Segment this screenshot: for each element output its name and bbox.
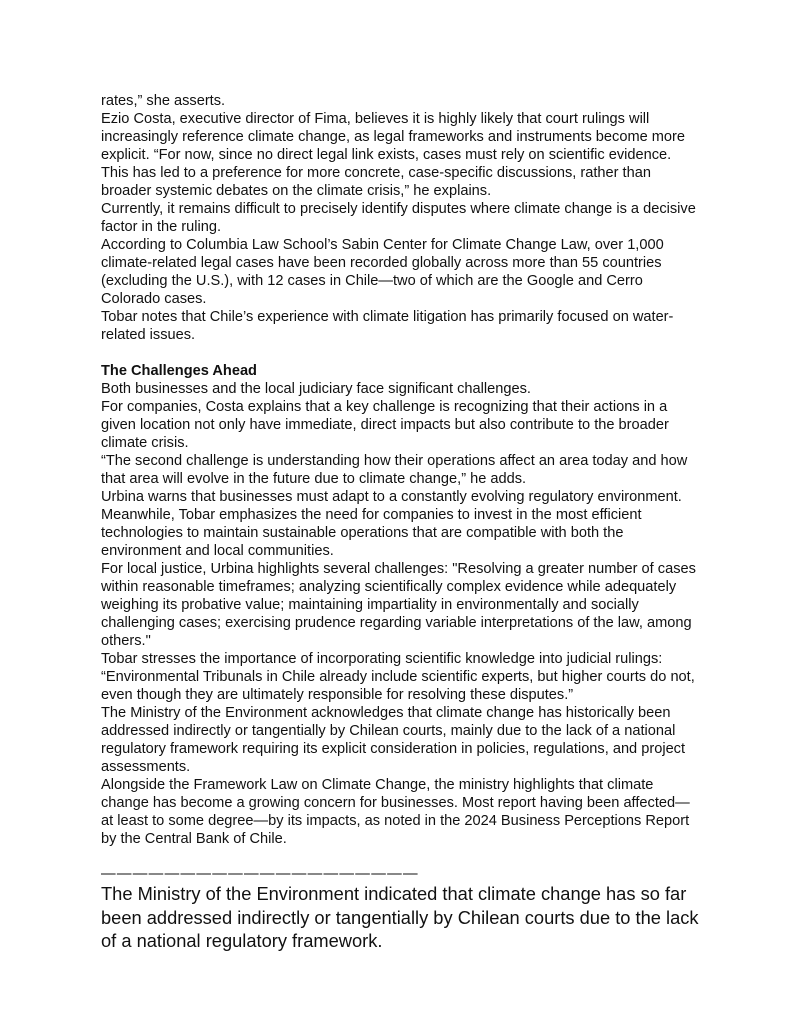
section-heading: The Challenges Ahead xyxy=(101,363,257,379)
paragraph: Tobar notes that Chile’s experience with climate litigation has primarily focused on water-related issues. xyxy=(101,309,674,343)
paragraph: Ezio Costa, executive director of Fima, believes it is highly likely that court rulings will increasingly reference climate change, as legal frameworks and instruments become more explicit. “For now, since no direct legal link exists, cases must rely on scientific evidence. This has led to a preference for more concrete, case-specific discussions, rather than broader systemic debates on the climate crisis,” he explains. xyxy=(101,111,686,199)
paragraph: Both businesses and the local judiciary face significant challenges. xyxy=(101,381,531,397)
paragraph: Urbina warns that businesses must adapt to a constantly evolving regulatory environment. Meanwhile, Tobar emphasizes the need for companies to invest in the most efficient technologies to maintain sustainable operations that are compatible with both the environment and local communities. xyxy=(101,489,682,559)
paragraph: The Ministry of the Environment acknowledges that climate change has historically been addressed indirectly or tangentially by Chilean courts, mainly due to the lack of a national regulatory framework requiring its explicit consideration in policies, regulations, and project assessments. xyxy=(101,705,686,775)
pull-quote: The Ministry of the Environment indicated that climate change has so far been addressed indirectly or tangentially by Chilean courts due to the lack of a national regulatory framework. xyxy=(101,883,699,951)
paragraph: Currently, it remains difficult to precisely identify disputes where climate change is a decisive factor in the ruling. xyxy=(101,201,696,235)
article-page xyxy=(101,92,701,953)
paragraph: Tobar stresses the importance of incorporating scientific knowledge into judicial rulings: “Environmental Tribunals in Chile already include scientific experts, but higher courts do not, even though they are ultimately responsible for resolving these disputes.” xyxy=(101,651,695,703)
paragraph: According to Columbia Law School’s Sabin Center for Climate Change Law, over 1,000 climate-related legal cases have been recorded globally across more than 55 countries (excluding the U.S.), with 12 cases in Chile—two of which are the Google and Cerro Colorado cases. xyxy=(101,237,664,307)
paragraph: For companies, Costa explains that a key challenge is recognizing that their actions in a given location not only have immediate, direct impacts but also contribute to the broader climate crisis. xyxy=(101,399,669,451)
paragraph: “The second challenge is understanding how their operations affect an area today and how that area will evolve in the future due to climate change,” he adds. xyxy=(101,453,688,487)
paragraph: rates,” she asserts. xyxy=(101,93,226,109)
paragraph: Alongside the Framework Law on Climate Change, the ministry highlights that climate change has become a growing concern for businesses. Most report having been affected—at least to some degree—by its impacts, as noted in the 2024 Business Perceptions Report by the Central Bank of Chile. xyxy=(101,777,690,847)
paragraph: For local justice, Urbina highlights several challenges: "Resolving a greater number of cases within reasonable timeframes; analyzing scientifically complex evidence while adequately weighing its probative value; maintaining impartiality in environmentally and socially challenging cases; exercising prudence regarding variable interpretations of the law, among others." xyxy=(101,561,696,649)
separator-line: ———————————————————— xyxy=(101,866,419,882)
